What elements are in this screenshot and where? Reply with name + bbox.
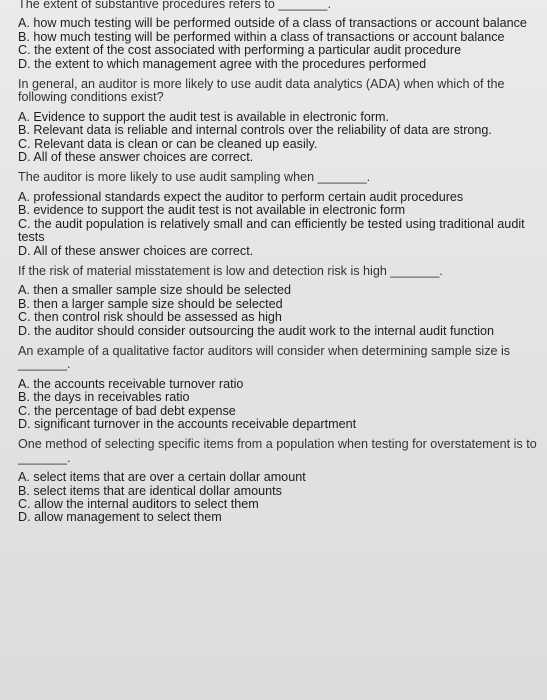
question-stem: An example of a qualitative factor auditors will consider when determining sample size is _______. (18, 343, 511, 372)
question-stem: In general, an auditor is more likely to use audit data analytics (ADA) when which of the following conditions exist? (18, 77, 505, 105)
worksheet-page (18, 0, 538, 525)
question-5 (18, 345, 538, 431)
answer-option: A. then a smaller sample size should be selected (18, 283, 292, 298)
answer-option: C. allow the internal auditors to select them (18, 497, 259, 511)
answer-option: C. the percentage of bad debt expense (18, 403, 236, 418)
question-stem: The auditor is more likely to use audit sampling when _______. (18, 170, 371, 185)
answer-option: D. the auditor should consider outsourcing the audit work to the internal audit function (18, 323, 495, 338)
answer-option: B. then a larger sample size should be selected (18, 296, 283, 311)
answer-option: A. select items that are over a certain dollar amount (18, 470, 306, 485)
question-2 (18, 78, 538, 164)
answer-option: D. significant turnover in the accounts receivable department (18, 416, 357, 431)
answer-option: D. All of these answer choices are correct. (18, 150, 254, 165)
question-stem: If the risk of material misstatement is low and detection risk is high _______. (18, 263, 443, 278)
question-stem: One method of selecting specific items from a population when testing for overstatement is to _______. (18, 437, 537, 465)
answer-option: B. select items that are identical dollar amounts (18, 483, 282, 498)
question-1 (18, 0, 538, 71)
answer-option: D. All of these answer choices are correct. (18, 243, 254, 258)
answer-option: C. the extent of the cost associated with performing a particular audit procedure (18, 43, 462, 58)
answer-option: C. Relevant data is clean or can be cleaned up easily. (18, 136, 318, 151)
answer-option: A. professional standards expect the auditor to perform certain audit procedures (18, 189, 464, 204)
answer-option: B. how much testing will be performed within a class of transactions or account balance (18, 29, 505, 44)
question-4 (18, 265, 538, 338)
question-3 (18, 171, 538, 257)
answer-option: A. Evidence to support the audit test is available in electronic form. (18, 109, 390, 124)
question-6 (18, 438, 538, 524)
question-stem: The extent of substantive procedures refers to _______. (18, 0, 331, 11)
answer-option: D. the extent to which management agree with the procedures performed (18, 56, 427, 71)
answer-option: C. the audit population is relatively small and can efficiently be tested using traditional audit tests (18, 216, 525, 245)
answer-option: D. allow management to select them (18, 510, 222, 525)
answer-option: B. the days in receivables ratio (18, 390, 190, 405)
answer-option: B. Relevant data is reliable and internal controls over the reliability of data are strong. (18, 123, 492, 138)
answer-option: A. how much testing will be performed outside of a class of transactions or account balance (18, 16, 527, 31)
answer-option: C. then control risk should be assessed as high (18, 310, 282, 325)
answer-option: B. evidence to support the audit test is not available in electronic form (18, 203, 406, 218)
answer-option: A. the accounts receivable turnover ratio (18, 376, 244, 391)
